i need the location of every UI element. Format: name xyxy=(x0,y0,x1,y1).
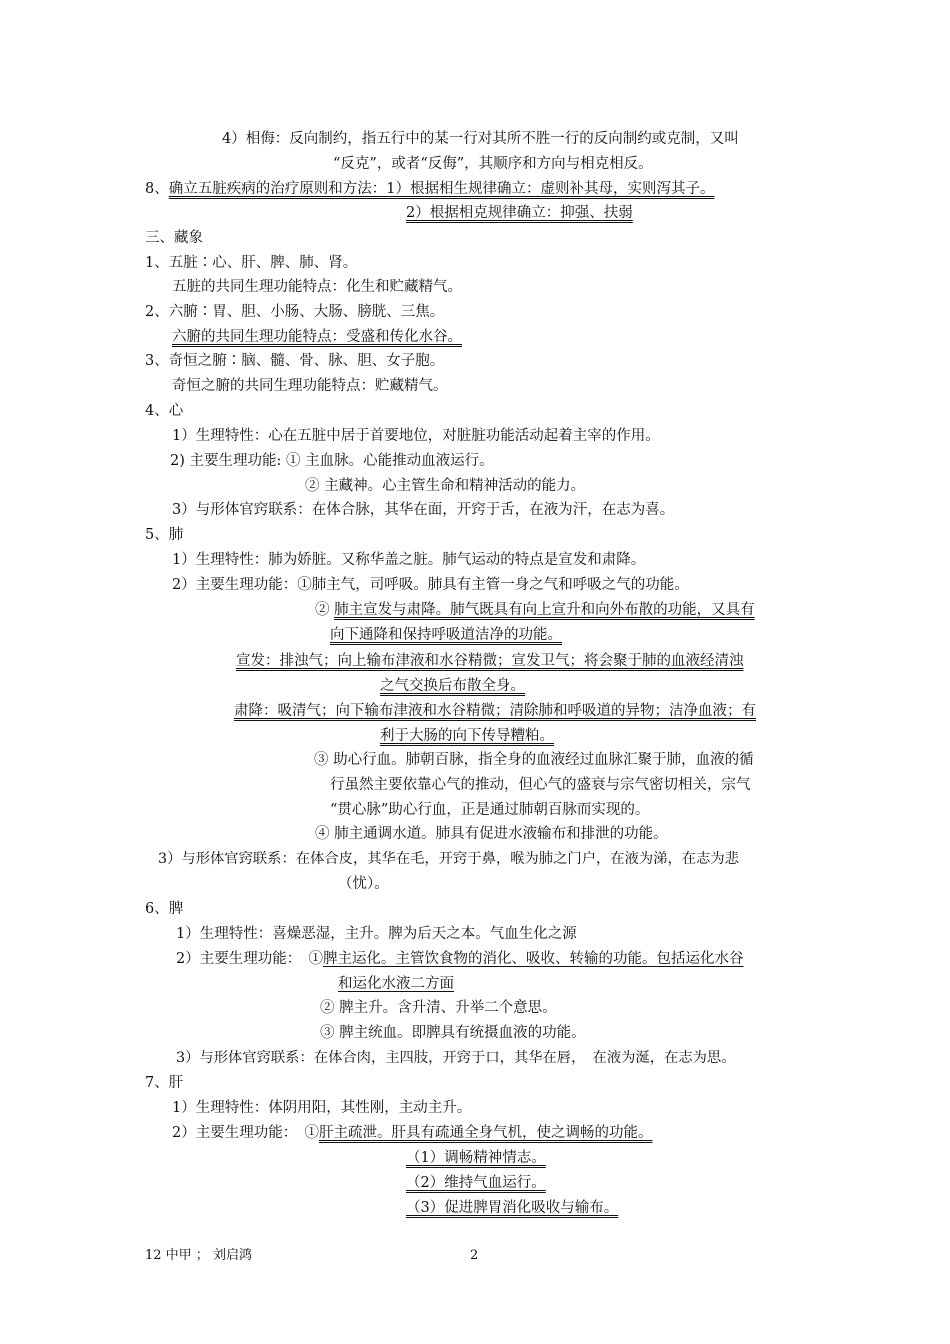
underlined-text: 六腑的共同生理功能特点：受盛和传化水谷。 xyxy=(172,329,462,345)
section-heading: 4、心 xyxy=(145,403,184,419)
text-line: 2) 主要生理功能: ① 主血脉。心能推动血液运行。 xyxy=(170,453,494,469)
text-line: 1）生理特性：喜燥恶湿，主升。脾为后天之本。气血生化之源 xyxy=(176,926,577,942)
underlined-text: 利于大肠的向下传导糟粕。 xyxy=(380,728,554,744)
text-line: ② 脾主升。含升清、升举二个意思。 xyxy=(320,1000,557,1016)
footer-author: 12 中甲 ； 刘启鸿 xyxy=(145,1248,252,1263)
underlined-text: 脾主运化。主管饮食物的消化、吸收、转输的功能。包括运化水谷 xyxy=(322,951,744,967)
section-heading: 三、藏象 xyxy=(145,230,203,246)
text-line: ③ 脾主统血。即脾具有统摄血液的功能。 xyxy=(320,1025,586,1041)
text-line: “贯心脉”助心行血，正是通过肺朝百脉而实现的。 xyxy=(330,802,650,818)
text-line: 1）生理特性：心在五脏中居于首要地位，对脏脏功能活动起着主宰的作用。 xyxy=(172,428,660,444)
underlined-text: （1）调畅精神情志。 xyxy=(406,1150,546,1166)
text-line: 3）与形体官窍联系：在体合肉，主四肢，开窍于口，其华在唇， 在液为涎，在志为思。 xyxy=(176,1050,736,1066)
text-line: 2、六腑∶胃、胆、小肠、大肠、膀胱、三焦。 xyxy=(145,304,445,320)
text-line: 2）主要生理功能： ①脾主运化。主管饮食物的消化、吸收、转输的功能。包括运化水谷 xyxy=(176,951,744,967)
text-line: 1）生理特性：肺为娇脏。又称华盖之脏。肺气运动的特点是宣发和肃降。 xyxy=(172,552,646,568)
underlined-text: 肃降：吸清气；向下输布津液和水谷精微；清除肺和呼吸道的异物；洁净血液；有 xyxy=(234,703,756,719)
text-line: 2）主要生理功能： ①肝主疏泄。肝具有疏通全身气机，使之调畅的功能。 xyxy=(172,1125,653,1141)
page-number: 2 xyxy=(470,1248,479,1263)
text-line: 4）相侮：反向制约，指五行中的某一行对其所不胜一行的反向制约或克制，又叫 xyxy=(222,131,739,147)
underlined-text: （2）维持气血运行。 xyxy=(406,1175,546,1191)
section-heading: 5、肺 xyxy=(145,527,184,543)
text-line: 1）生理特性：体阴用阳，其性刚，主动主升。 xyxy=(172,1100,472,1116)
underlined-text: （3）促进脾胃消化吸收与输布。 xyxy=(406,1200,619,1216)
text-line: ③ 助心行血。肺朝百脉，指全身的血液经过血脉汇聚于肺，血液的循 xyxy=(314,752,754,768)
text-line: 2）主要生理功能：①肺主气，司呼吸。肺具有主管一身之气和呼吸之气的功能。 xyxy=(172,577,689,593)
text-line: 8、确立五脏疾病的治疗原则和方法：1）根据相生规律确立：虚则补其母，实则泻其子。 xyxy=(145,181,715,197)
text-line: 行虽然主要依靠心气的推动，但心气的盛衰与宗气密切相关，宗气 xyxy=(330,777,751,793)
text-line: “反克”，或者“反侮”，其顺序和方向与相克相反。 xyxy=(333,156,653,172)
underlined-text: 向下通降和保持呼吸道洁净的功能。 xyxy=(330,627,562,643)
underlined-text: 肝主疏泄。肝具有疏通全身气机，使之调畅的功能。 xyxy=(318,1125,653,1141)
text-line: 3、奇恒之腑∶脑、髓、骨、脉、胆、女子胞。 xyxy=(145,353,445,369)
text-line: （忧）。 xyxy=(338,876,389,892)
text-line: 五脏的共同生理功能特点：化生和贮藏精气。 xyxy=(172,279,462,295)
underlined-text: 宣发：排浊气；向上输布津液和水谷精微；宣发卫气；将会聚于肺的血液经清浊 xyxy=(236,653,744,669)
underlined-text: 和运化水液二方面 xyxy=(338,976,454,992)
text-line: 3）与形体官窍联系：在体合皮，其华在毛，开窍于鼻，喉为肺之门户，在液为涕，在志为悲 xyxy=(158,851,739,867)
text-line: 奇恒之腑的共同生理功能特点：贮藏精气。 xyxy=(172,378,448,394)
text-line: ④ 肺主通调水道。肺具有促进水液输布和排泄的功能。 xyxy=(315,826,668,842)
text-line: 1、五脏∶心、肝、脾、肺、肾。 xyxy=(145,255,358,271)
text-line: ② 肺主宣发与肃降。肺气既具有向上宣升和向外布散的功能，又具有 xyxy=(315,602,755,618)
section-heading: 6、脾 xyxy=(145,901,184,917)
underlined-text: 之气交换后布散全身。 xyxy=(380,678,525,694)
underlined-text: 确立五脏疾病的治疗原则和方法：1）根据相生规律确立：虚则补其母，实则泻其子。 xyxy=(168,181,715,197)
text-line: 3）与形体官窍联系：在体合脉，其华在面，开窍于舌，在液为汗，在志为喜。 xyxy=(172,502,675,518)
underlined-text: 2）根据相克规律确立：抑强、扶弱 xyxy=(406,205,633,221)
section-heading: 7、肝 xyxy=(145,1075,184,1091)
text-line: ② 主藏神。心主管生命和精神活动的能力。 xyxy=(305,478,586,494)
underlined-text: 肺主宣发与肃降。肺气既具有向上宣升和向外布散的功能，又具有 xyxy=(334,602,755,618)
